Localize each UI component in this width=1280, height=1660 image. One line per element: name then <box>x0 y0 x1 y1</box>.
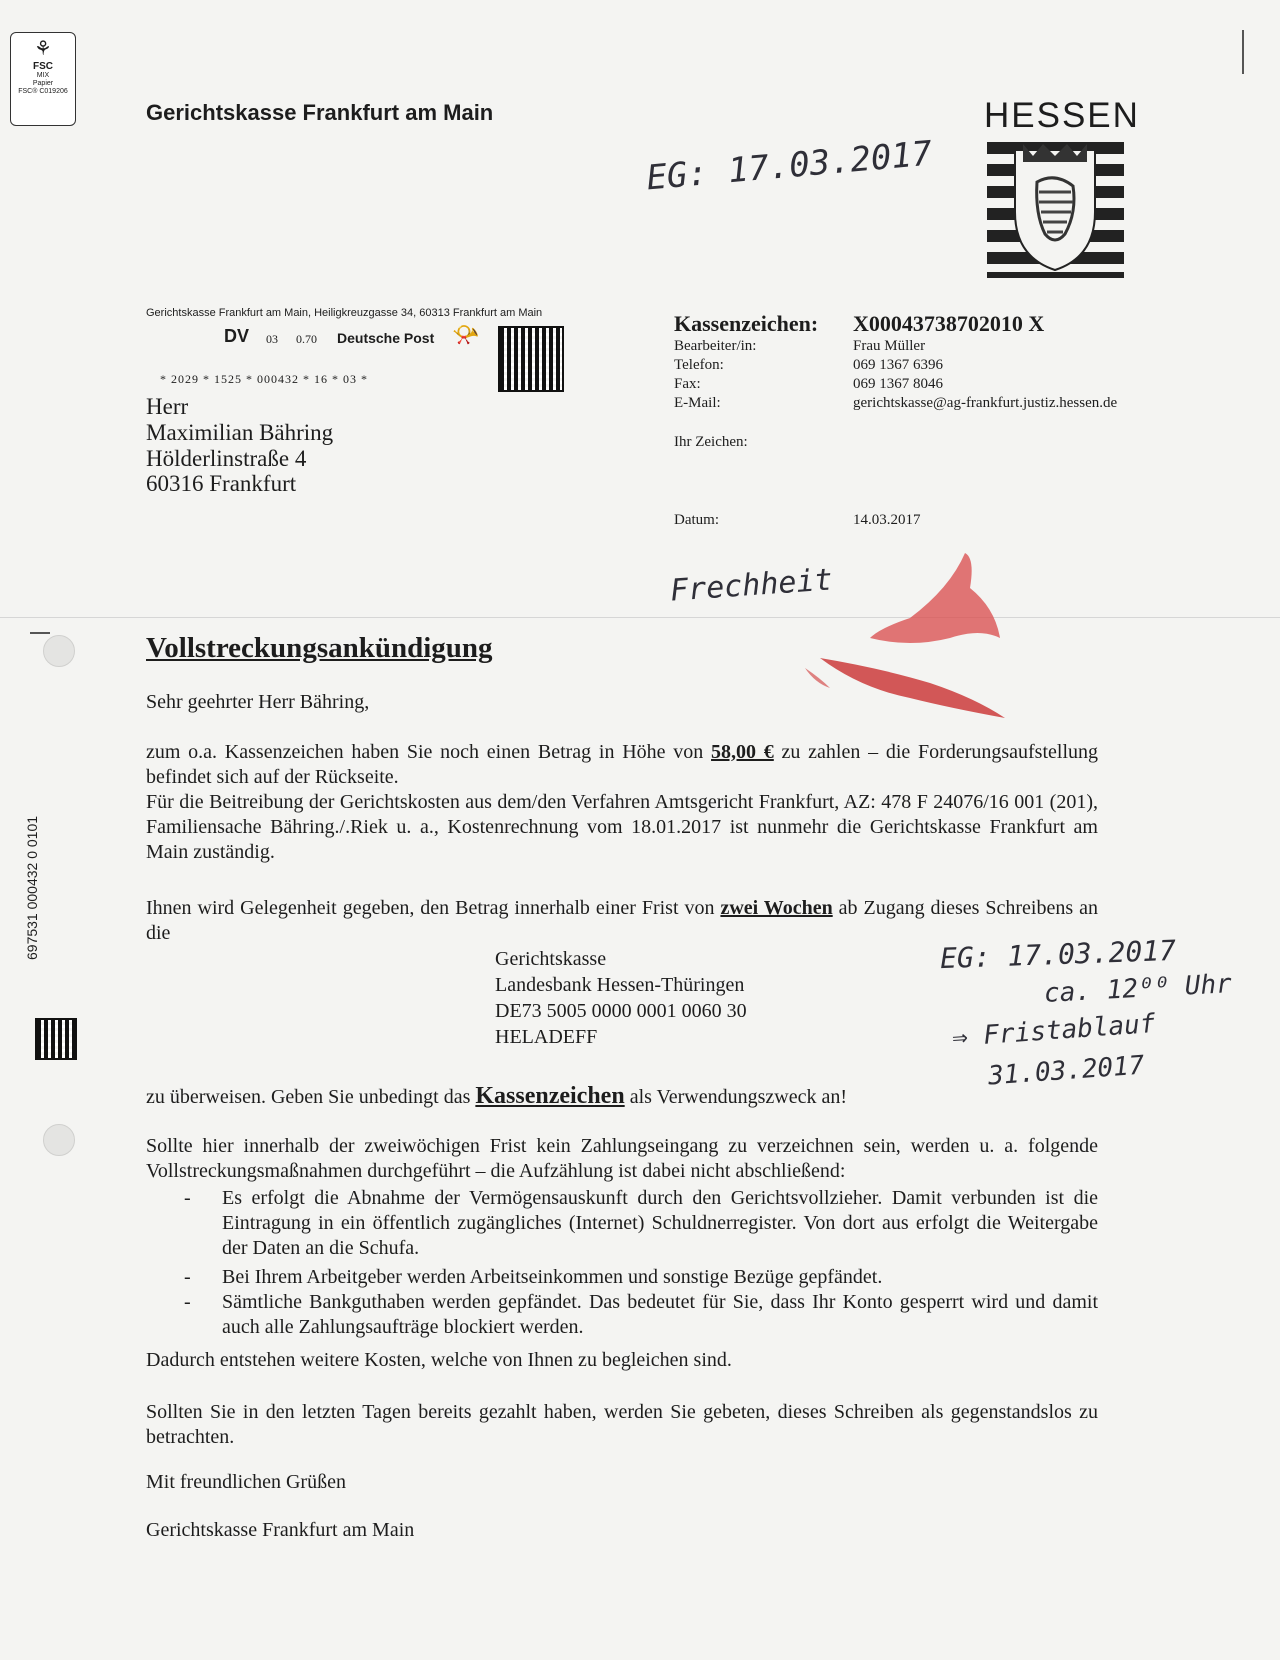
paragraph-costs: Dadurch entstehen weitere Kosten, welche von Ihnen zu begleichen sind. <box>146 1349 732 1371</box>
email-value: gerichtskasse@ag-frankfurt.justiz.hessen.de <box>853 395 1118 411</box>
paragraph-transfer <box>146 1084 1098 1110</box>
paragraph-already-paid: Sollten Sie in den letzten Tagen bereits gezahlt haben, werden Sie gebeten, dieses Schreiben als gegenstandslos zu betrachten. <box>146 1401 1098 1448</box>
letter-heading: Vollstreckungsankündigung <box>146 632 493 664</box>
paragraph-measures: Sollte hier innerhalb der zweiwöchigen Frist kein Zahlungseingang zu verzeichnen sein, werden u. a. folgende Vollstreckungsmaßnahmen durchgeführt – die Aufzählung ist dabei nicht abschließend: <box>146 1135 1098 1182</box>
paragraph-case: Für die Beitreibung der Gerichtskosten aus dem/den Verfahren Amtsgericht Frankfurt, AZ: 478 F 24076/16 001 (201), Familiensache Bähring./.Riek u. a., Kostenrechnung vom 18.01.2017 ist nunmehr die Gerichtskasse Frankfurt am Main zuständig. <box>146 791 1098 863</box>
paragraph-amount-text-a: zum o.a. Kassenzeichen haben Sie noch einen Betrag in Höhe von <box>146 741 712 763</box>
handwritten-frist-date: 31.03.2017 <box>987 1050 1146 1092</box>
sender-address-line: Gerichtskasse Frankfurt am Main, Heiligkreuzgasse 34, 60313 Frankfurt am Main <box>146 307 543 319</box>
red-stain <box>800 548 1060 748</box>
handwritten-frechheit: Frechheit <box>668 562 834 609</box>
handwritten-fristablauf: ⇒ Fristablauf <box>951 1008 1157 1054</box>
phone-label: Telefon: <box>674 357 724 373</box>
signature: Gerichtskasse Frankfurt am Main <box>146 1519 415 1541</box>
side-qr-code <box>35 1018 77 1060</box>
kassenzeichen-emphasis: Kassenzeichen <box>475 1083 625 1109</box>
bullet-dash: - <box>184 1187 191 1209</box>
hessen-logo-text: HESSEN <box>984 96 1140 135</box>
kassenzeichen-value: X00043738702010 X <box>853 311 1045 336</box>
recipient-name: Maximilian Bähring <box>146 420 334 445</box>
paragraph-deadline-text-a: Ihnen wird Gelegenheit gegeben, den Betrag innerhalb einer Frist von <box>146 897 721 919</box>
handwritten-time: ca. 12⁰⁰ Uhr <box>1043 969 1233 1009</box>
fold-mark <box>30 632 50 634</box>
clerk-value: Frau Müller <box>853 338 926 354</box>
date-value: 14.03.2017 <box>853 512 921 528</box>
punch-hole-top <box>43 635 75 667</box>
phone-value: 069 1367 6396 <box>853 357 943 373</box>
handwritten-eg-right: EG: 17.03.2017 <box>939 933 1177 976</box>
measures-list <box>146 1186 1098 1340</box>
email-label: E-Mail: <box>674 395 721 411</box>
paragraph-deadline <box>146 896 1098 946</box>
hessen-coat-of-arms-icon <box>987 142 1124 278</box>
list-item-text: Bei Ihrem Arbeitgeber werden Arbeitseinkommen und sonstige Bezüge gepfändet. <box>222 1266 883 1288</box>
posthorn-icon: 📯 <box>452 322 480 347</box>
amount-due: 58,00 € <box>711 741 774 763</box>
fax-label: Fax: <box>674 376 701 392</box>
recipient-city: 60316 Frankfurt <box>146 471 297 496</box>
fold-line <box>0 617 1280 618</box>
fsc-logo-text: FSC <box>33 61 53 72</box>
postal-barcode-text: * 2029 * 1525 * 000432 * 16 * 03 * <box>160 372 368 386</box>
bullet-dash: - <box>184 1266 191 1288</box>
ihr-zeichen-label: Ihr Zeichen: <box>674 434 748 450</box>
paragraph-transfer-text-a: zu überweisen. Geben Sie unbedingt das <box>146 1086 476 1108</box>
fsc-papier: Papier <box>32 80 54 87</box>
paragraph-transfer-text-b: als Verwendungszweck an! <box>624 1086 848 1108</box>
carrier-name: Deutsche Post <box>337 330 435 346</box>
paragraph-deadline-text-b: ab Zugang dieses Schreibens an die <box>146 897 1098 944</box>
fax-value: 069 1367 8046 <box>853 376 943 392</box>
fsc-code: FSC® C019206 <box>18 88 68 95</box>
side-code: 697531 000432 0 0101 <box>24 815 40 960</box>
clerk-label: Bearbeiter/in: <box>674 338 757 354</box>
punch-hole-bottom <box>43 1124 75 1156</box>
tree-icon: ⚘ <box>34 38 52 60</box>
greeting: Sehr geehrter Herr Bähring, <box>146 691 370 713</box>
list-item-text: Es erfolgt die Abnahme der Vermögensauskunft durch den Gerichtsvollzieher. Damit verbunden ist die Eintragung in ein öffentlich zugängliches (Internet) Schuldnerregister. Von dort aus erfolgt die Weitergabe der Daten an die Schufa. <box>222 1187 1098 1259</box>
list-item <box>146 1290 1098 1340</box>
recipient-street: Hölderlinstraße 4 <box>146 446 307 471</box>
deadline: zwei Wochen <box>720 897 833 919</box>
edge-mark <box>1242 30 1244 74</box>
dv-code: 03 <box>266 332 278 346</box>
bank-recipient: Gerichtskasse <box>495 948 607 970</box>
paragraph-amount-text-b: zu zahlen – die Forderungsaufstellung befindet sich auf der Rückseite. <box>146 741 1099 788</box>
list-item-text: Sämtliche Bankguthaben werden gepfändet. Das bedeutet für Sie, dass Ihr Konto gesperrt wird und damit auch alle Zahlungsaufträge blockiert werden. <box>222 1291 1098 1338</box>
paragraph-amount <box>146 740 1098 865</box>
closing: Mit freundlichen Grüßen <box>146 1471 346 1493</box>
dv-label: DV <box>224 326 250 346</box>
kassenzeichen-label: Kassenzeichen: <box>674 311 819 336</box>
bank-name: Landesbank Hessen-Thüringen <box>495 974 745 996</box>
bank-iban: DE73 5005 0000 0001 0060 30 <box>495 1000 747 1022</box>
bullet-dash: - <box>184 1291 191 1313</box>
fsc-mix: MIX <box>36 72 50 79</box>
qr-code <box>498 326 564 392</box>
sender-title: Gerichtskasse Frankfurt am Main <box>146 100 494 125</box>
fsc-logo <box>10 32 76 126</box>
postage-price: 0.70 <box>296 332 317 346</box>
bank-bic: HELADEFF <box>495 1026 598 1048</box>
recipient-salutation: Herr <box>146 394 189 419</box>
handwritten-eg-date: EG: 17.03.2017 <box>644 133 934 199</box>
date-label: Datum: <box>674 512 719 528</box>
list-item <box>146 1265 1098 1290</box>
list-item <box>146 1186 1098 1261</box>
